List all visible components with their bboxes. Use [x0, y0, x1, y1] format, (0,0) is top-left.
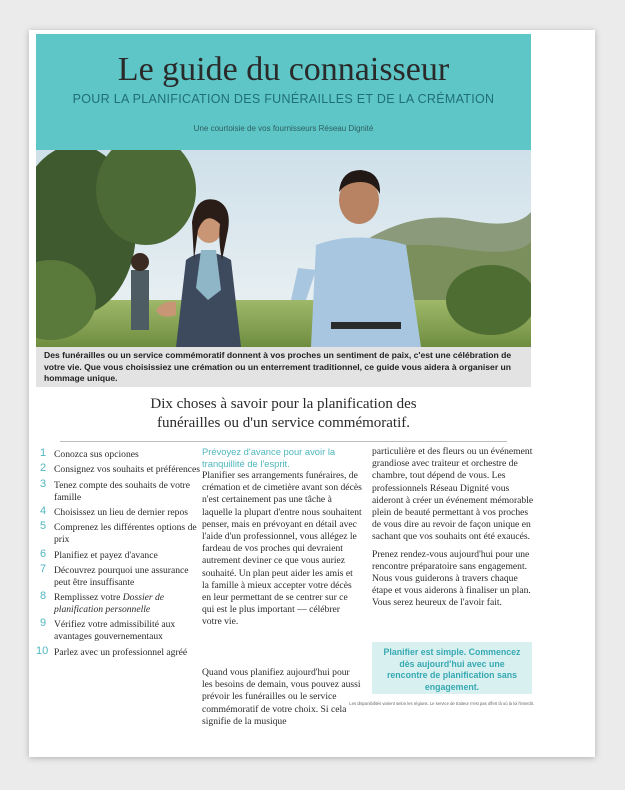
- list-item-number: 2: [40, 462, 47, 475]
- list-item-number: 6: [40, 547, 47, 560]
- list-item-text: Découvrez pourquoi une assurance peut être insuffisante: [54, 564, 189, 588]
- list-item: [40, 464, 200, 476]
- list-item-number: 3: [40, 477, 47, 490]
- body-lead: Prévoyez d'avance pour avoir la tranquillité de l'esprit.: [202, 446, 336, 469]
- body-paragraph-2b: particulière et des fleurs ou un événement grandiose avec traiteur et orchestre de chambre, tout dépend de vous. Les professionnels Réseau Dignité vous aideront à créer un événement mémorable plein de beauté permettant à vos proches de vous dire au revoir de façon unique en sachant que vos souhaits ont été exaucés.: [372, 446, 534, 543]
- list-item-text: Consignez vos souhaits et préférences: [54, 464, 200, 476]
- list-item-number: 7: [40, 562, 47, 575]
- list-item-number: 1: [40, 447, 47, 459]
- photo-caption: Des funérailles ou un service commémoratif donnent à vos proches un sentiment de paix, c'est une célébration de votre vie. Que vous choisissiez une crémation ou un enterrement traditionnel, ce guide vous aidera à organiser un hommage unique.: [36, 347, 531, 387]
- list-item: [40, 562, 200, 589]
- list-item-text: Vérifiez votre admissibilité aux avantages gouvernementaux: [54, 619, 176, 643]
- section-heading-line-1: Dix choses à savoir pour la planification des: [150, 396, 417, 412]
- list-item: [40, 592, 200, 616]
- list-item-text: Planifiez et payez d'avance: [54, 549, 158, 561]
- body-paragraph-3: Prenez rendez-vous aujourd'hui pour une rencontre préparatoire sans engagement. Nous vous guiderons à travers chaque étape et vous aiderons à finaliser un plan. Vous serez heureux de l'avoir fait.: [372, 548, 531, 609]
- body-column-1b: [202, 667, 362, 733]
- section-heading: [36, 395, 531, 433]
- list-item-text: Tenez compte des souhaits de votre famille: [54, 479, 190, 503]
- title-banner: [36, 34, 531, 150]
- cta-box: Planifier est simple. Commencez dès aujourd'hui avec une rencontre de planification sans engagement.: [372, 642, 532, 694]
- list-item: [40, 547, 200, 562]
- hero-photo-illustration: [36, 150, 531, 347]
- hero-photo: [36, 150, 531, 347]
- list-item-text: Choisissez un lieu de dernier repos: [54, 506, 189, 518]
- body-paragraph-1: Planifier ses arrangements funéraires, de crémation et de cimetière avant son décès n'est certainement pas une tâche à laquelle la plupart d'entre nous souhaitent penser, mais en prévoyant en détail avec l'aide d'un professionnel, vous allégez le fardeau de vos proches qui devraient autrement deviner ce que vous auriez souhaité. Un plan peut aider les amis et la famille à mieux accepter votre décès en leur permettant de se centrer sur ce qui est le plus important — célébrer votre vie.: [202, 470, 362, 628]
- list-item-number: 5: [40, 520, 47, 533]
- body-column-2: [372, 446, 534, 615]
- list-item-text: Conozca sus opciones: [54, 449, 139, 460]
- checklist: [36, 447, 200, 662]
- section-divider: [60, 441, 507, 442]
- list-item-text: Remplissez votre: [54, 592, 121, 604]
- list-item-number: 9: [40, 617, 47, 630]
- list-item-text: Parlez avec un professionnel agréé: [54, 646, 188, 658]
- list-item: [40, 449, 200, 461]
- list-item: [40, 477, 200, 504]
- list-item: [40, 522, 200, 546]
- page-title: Le guide du connaisseur: [117, 51, 450, 88]
- page-subtitle: POUR LA PLANIFICATION DES FUNÉRAILLES ET DE LA CRÉMATION: [72, 92, 495, 106]
- list-item-italic: Dossier de planification personnelle: [54, 592, 165, 615]
- list-item: [40, 504, 200, 519]
- list-item: [36, 644, 200, 659]
- list-item-text: Comprenez les différentes options de prix: [54, 522, 197, 546]
- body-paragraph-2a: Quand vous planifiez aujourd'hui pour les besoins de demain, vous pouvez aussi prévoir les funérailles ou le service commémoratif de votre choix. Si cela signifie de la musique: [202, 667, 361, 727]
- courtesy-line: Une courtoisie de vos fournisseurs Réseau Dignité: [193, 124, 374, 133]
- list-item-number: 4: [40, 504, 47, 517]
- list-item-number: 10: [36, 644, 49, 657]
- section-heading-line-2: funérailles ou d'un service commémoratif.: [156, 415, 411, 431]
- footer-disclaimer: Les disponibilités varient selon les régions. Le service de traiteur n'est pas offert là où la loi l'interdit.: [349, 701, 534, 706]
- list-item: [40, 619, 200, 643]
- list-item-number: 8: [40, 590, 47, 603]
- body-column-1: [202, 446, 362, 634]
